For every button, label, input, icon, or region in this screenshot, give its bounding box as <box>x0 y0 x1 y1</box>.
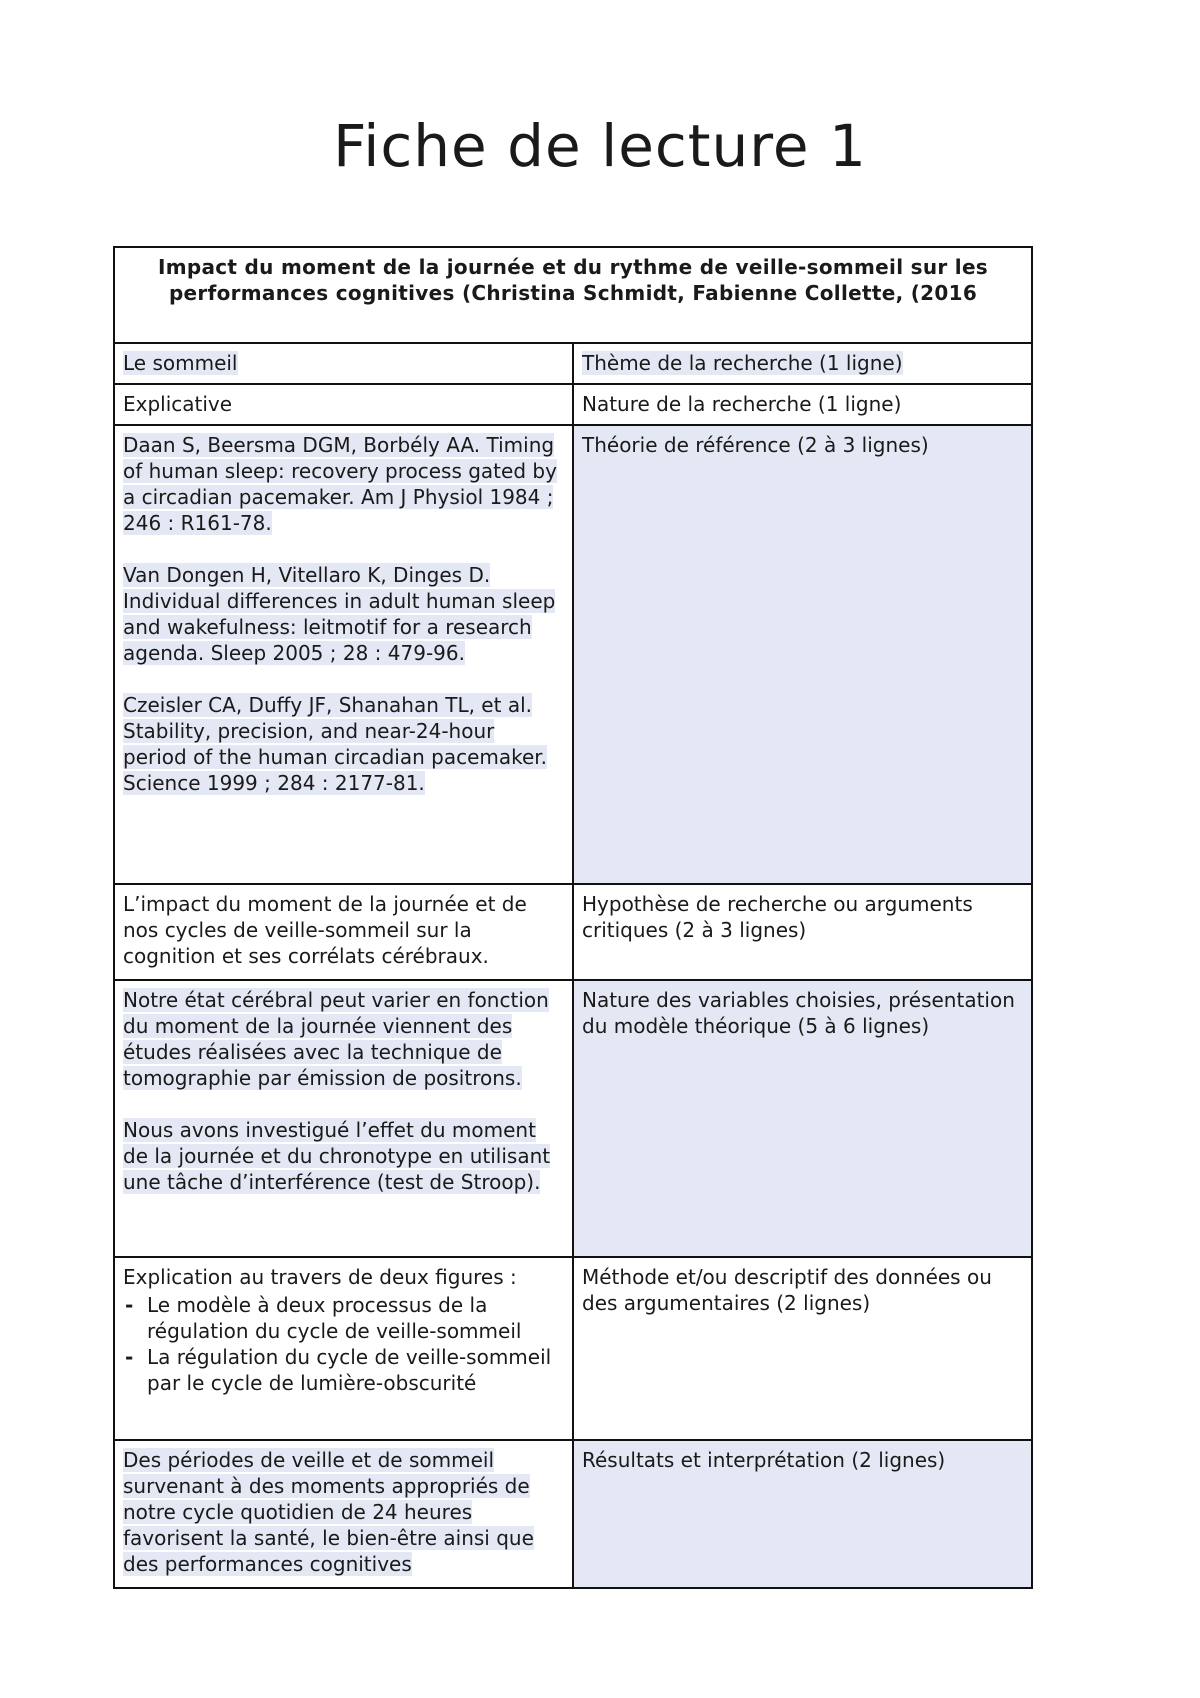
reference-1-text: Daan S, Beersma DGM, Borbély AA. Timing of human sleep: recovery process gated by a circadian pacemaker. Am J Physiol 1984 ; 246 : R161-78. <box>123 433 557 535</box>
theme-content-cell <box>114 343 573 384</box>
nature-content: Explicative <box>123 392 233 416</box>
article-title: Impact du moment de la journée et du rythme de veille-sommeil sur les performances cognitives (Christina Schmidt, Fabienne Collette, (2016 <box>157 255 989 305</box>
variables-paragraph-2 <box>123 1117 564 1195</box>
method-intro: Explication au travers de deux figures : <box>123 1265 517 1289</box>
list-item: - La régulation du cycle de veille-sommeil par le cycle de lumière-obscurité <box>123 1344 564 1396</box>
table-row-variables <box>114 980 1032 1257</box>
table-header-row <box>114 247 1032 343</box>
reference-2 <box>123 562 564 666</box>
reference-1 <box>123 432 564 536</box>
variables-label: Nature des variables choisies, présentation du modèle théorique (5 à 6 lignes) <box>582 988 1015 1038</box>
hypothesis-content: L’impact du moment de la journée et de nos cycles de veille-sommeil sur la cognition et ses corrélats cérébraux. <box>123 892 527 968</box>
method-bullet-list <box>123 1292 564 1396</box>
table-row-theory <box>114 425 1032 884</box>
reference-3-text: Czeisler CA, Duffy JF, Shanahan TL, et al. Stability, precision, and near-24-hour period of the human circadian pacemaker. Science 1999 ; 284 : 2177-81. <box>123 693 548 795</box>
reference-3 <box>123 692 564 796</box>
theory-content-cell <box>114 425 573 884</box>
method-content-cell <box>114 1257 573 1440</box>
variables-content-cell <box>114 980 573 1257</box>
nature-label-cell <box>573 384 1032 425</box>
hypothesis-label-cell <box>573 884 1032 980</box>
page-title: Fiche de lecture 1 <box>333 112 867 180</box>
list-item: - Le modèle à deux processus de la régulation du cycle de veille-sommeil <box>123 1292 564 1344</box>
theory-label: Théorie de référence (2 à 3 lignes) <box>582 433 929 457</box>
results-content: Des périodes de veille et de sommeil survenant à des moments appropriés de notre cycle quotidien de 24 heures favorisent la santé, le bien-être ainsi que des performances cognitives <box>123 1448 534 1576</box>
hypothesis-label: Hypothèse de recherche ou arguments critiques (2 à 3 lignes) <box>582 892 973 942</box>
table-row-results <box>114 1440 1032 1588</box>
results-label-cell <box>573 1440 1032 1588</box>
theme-content: Le sommeil <box>123 351 238 375</box>
hypothesis-content-cell <box>114 884 573 980</box>
method-label: Méthode et/ou descriptif des données ou des argumentaires (2 lignes) <box>582 1265 992 1315</box>
article-title-cell <box>114 247 1032 343</box>
variables-paragraph-1 <box>123 987 564 1091</box>
reference-2-text: Van Dongen H, Vitellaro K, Dinges D. Individual differences in adult human sleep and wakefulness: leitmotif for a research agenda. Sleep 2005 ; 28 : 479-96. <box>123 563 556 665</box>
reading-sheet-table <box>113 246 1033 1589</box>
table-row-theme <box>114 343 1032 384</box>
variables-paragraph-2-text: Nous avons investigué l’effet du moment de la journée et du chronotype en utilisant une tâche d’interférence (test de Stroop). <box>123 1118 551 1194</box>
table-row-nature <box>114 384 1032 425</box>
theory-label-cell <box>573 425 1032 884</box>
nature-label: Nature de la recherche (1 ligne) <box>582 392 902 416</box>
table-row-hypothesis <box>114 884 1032 980</box>
variables-label-cell <box>573 980 1032 1257</box>
theme-label-cell <box>573 343 1032 384</box>
table-row-method <box>114 1257 1032 1440</box>
method-label-cell <box>573 1257 1032 1440</box>
theme-label: Thème de la recherche (1 ligne) <box>582 351 903 375</box>
results-label: Résultats et interprétation (2 lignes) <box>582 1448 946 1472</box>
nature-content-cell <box>114 384 573 425</box>
results-content-cell <box>114 1440 573 1588</box>
variables-paragraph-1-text: Notre état cérébral peut varier en fonction du moment de la journée viennent des études réalisées avec la technique de tomographie par émission de positrons. <box>123 988 549 1090</box>
